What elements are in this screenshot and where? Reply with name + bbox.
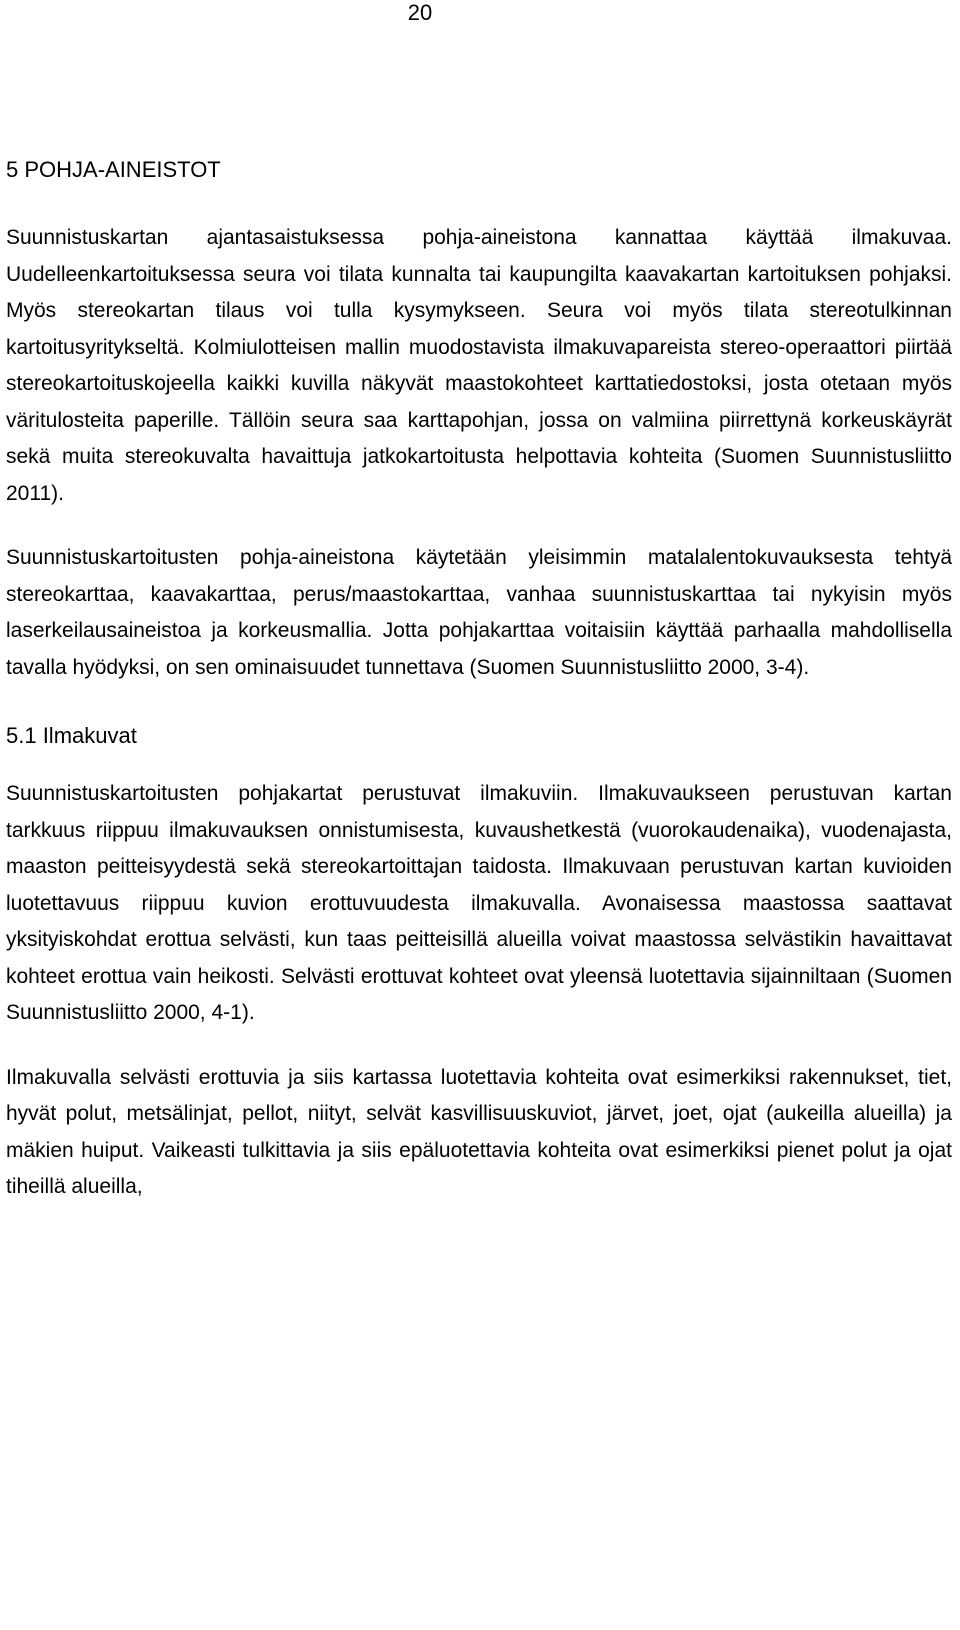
subsection-paragraph-2: Ilmakuvalla selvästi erottuvia ja siis kartassa luotettavia kohteita ovat esimerkiksi rakennukset, tiet, hyvät polut, metsälinjat, pellot, niityt, selvät kasvillisuuskuviot, järvet, joet, ojat (aukeilla alueilla) ja mäkien huiput. Vaikeasti tulkittavia ja siis epäluotettavia kohteita ovat esimerkiksi pienet polut ja ojat tiheillä alueilla,: [6, 1065, 952, 1198]
section-paragraph-1: Suunnistuskartan ajantasaistuksessa pohja-aineistona kannattaa käyttää ilmakuvaa. Uudelleenkartoituksessa seura voi tilata kunnalta tai kaupungilta kaavakartan kartoituksen pohjaksi. Myös stereokartan tilaus voi tulla kysymykseen. Seura voi myös tilata stereotulkinnan kartoitusyritykseltä. Kolmiulotteisen mallin muodostavista ilmakuvapareista stereo-operaattori piirtää stereokartoituskojeella kaikki kuvilla näkyvät maastokohteet karttatiedostoksi, josta otetaan myös väritulosteita paperille. Tällöin seura saa karttapohjan, jossa on valmiina piirrettynä korkeuskäyrät sekä muita stereokuvalta havaittuja jatkokartoitusta helpottavia kohteita (Suomen Suunnistusliitto 2011).: [6, 226, 952, 505]
section-heading: 5 POHJA-AINEISTOT: [6, 157, 221, 182]
document-body: [6, 140, 952, 1234]
page-number: 20: [407, 0, 433, 25]
subsection-heading: 5.1 Ilmakuvat: [6, 723, 137, 748]
subsection-paragraph-1: Suunnistuskartoitusten pohjakartat perustuvat ilmakuviin. Ilmakuvaukseen perustuvan kartan tarkkuus riippuu ilmakuvauksen onnistumisesta, kuvaushetkestä (vuorokaudenaika), vuodenajasta, maaston peitteisyydestä sekä stereokartoittajan taidosta. Ilmakuvaan perustuvan kartan kuvioiden luotettavuus riippuu kuvion erottuvuudesta ilmakuvalla. Avonaisessa maastossa saattavat yksityiskohdat erottua selvästi, kun taas peitteisillä alueilla voivat maastossa selvästikin havaittavat kohteet erottua vain heikosti. Selvästi erottuvat kohteet ovat yleensä luotettavia sijainniltaan (Suomen Suunnistusliitto 2000, 4-1).: [6, 782, 952, 1024]
section-paragraph-2: Suunnistuskartoitusten pohja-aineistona käytetään yleisimmin matalalentokuvauksesta tehtyä stereokarttaa, kaavakarttaa, perus/maastokarttaa, vanhaa suunnistuskarttaa tai nykyisin myös laserkeilausaineistoa ja korkeusmallia. Jotta pohjakarttaa voitaisiin käyttää parhaalla mahdollisella tavalla hyödyksi, on sen ominaisuudet tunnettava (Suomen Suunnistusliitto 2000, 3-4).: [6, 546, 952, 679]
